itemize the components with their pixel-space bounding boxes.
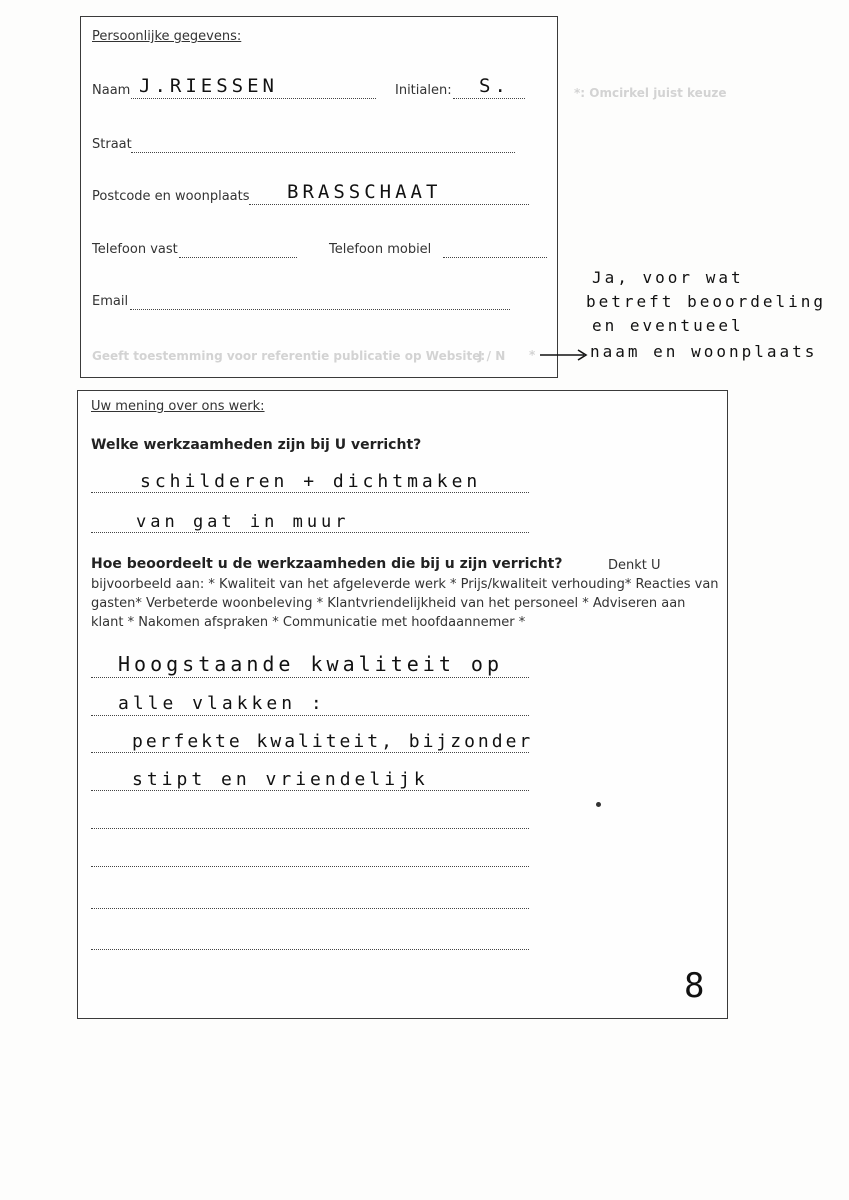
phone-label: Telefoon vast [92, 242, 178, 257]
initials-value: S. [479, 75, 510, 97]
phone-field[interactable] [179, 256, 297, 258]
rating-line-2[interactable] [91, 714, 529, 716]
rating-answer-line-3: perfekte kwaliteit, bijzonder [132, 731, 534, 752]
postal-value: BRASSCHAAT [287, 181, 442, 203]
rating-line-5[interactable] [91, 827, 529, 829]
name-label: Naam [92, 83, 131, 98]
rating-answer-line-2: alle vlakken : [118, 693, 326, 714]
consent-star: * [529, 348, 536, 362]
score-value: 8 [684, 966, 705, 1006]
annotation-line-3: en eventueel [592, 316, 744, 335]
consent-label: Geeft toestemming voor referentie publicatie op Website: [92, 349, 486, 363]
name-field[interactable] [131, 97, 376, 99]
initials-label: Initialen: [395, 83, 452, 98]
annotation-arrow-icon [538, 348, 594, 362]
question-work-done: Welke werkzaamheden zijn bij U verricht? [91, 437, 422, 453]
rating-answer-line-4: stipt en vriendelijk [132, 769, 429, 790]
annotation-line-2: betreft beoordeling [586, 292, 827, 311]
annotation-line-4: naam en woonplaats [590, 342, 818, 361]
ink-dot [596, 802, 601, 807]
opinion-box [77, 390, 728, 1019]
mobile-label: Telefoon mobiel [329, 242, 432, 257]
rating-answer-line-1: Hoogstaande kwaliteit op [118, 652, 503, 676]
mobile-field[interactable] [443, 256, 547, 258]
personal-data-heading: Persoonlijke gegevens: [92, 29, 242, 44]
rating-line-8[interactable] [91, 948, 529, 950]
question-rating: Hoe beoordeelt u de werkzaamheden die bij u zijn verricht? [91, 556, 563, 572]
opinion-heading: Uw mening over ons werk: [91, 399, 265, 414]
street-field[interactable] [131, 151, 515, 153]
consent-choice[interactable]: J / N [478, 349, 506, 363]
email-field[interactable] [130, 308, 510, 310]
rating-line-1[interactable] [91, 676, 529, 678]
postal-label: Postcode en woonplaats [92, 189, 250, 204]
postal-field[interactable] [249, 203, 529, 205]
work-answer-line-2: van gat in muur [136, 512, 350, 532]
rating-line-7[interactable] [91, 907, 529, 909]
rating-line-6[interactable] [91, 865, 529, 867]
personal-data-box [80, 16, 558, 378]
name-value: J.RIESSEN [139, 75, 278, 97]
rating-hint: bijvoorbeeld aan: * Kwaliteit van het afgeleverde werk * Prijs/kwaliteit verhouding* Reacties van gasten* Verbeterde woonbeleving * Klantvriendelijkheid van het personeel * Adviseren aan klant * Nakomen afspraken * Communicatie met hoofdaannemer * [91, 577, 719, 630]
initials-field[interactable] [453, 97, 525, 99]
work-answer-line-1: schilderen + dichtmaken [140, 471, 482, 492]
choice-note: *: Omcirkel juist keuze [574, 86, 727, 100]
annotation-line-1: Ja, voor wat [592, 268, 744, 287]
rating-hint-start: Denkt U [608, 558, 661, 573]
street-label: Straat [92, 137, 132, 152]
email-label: Email [92, 294, 129, 309]
